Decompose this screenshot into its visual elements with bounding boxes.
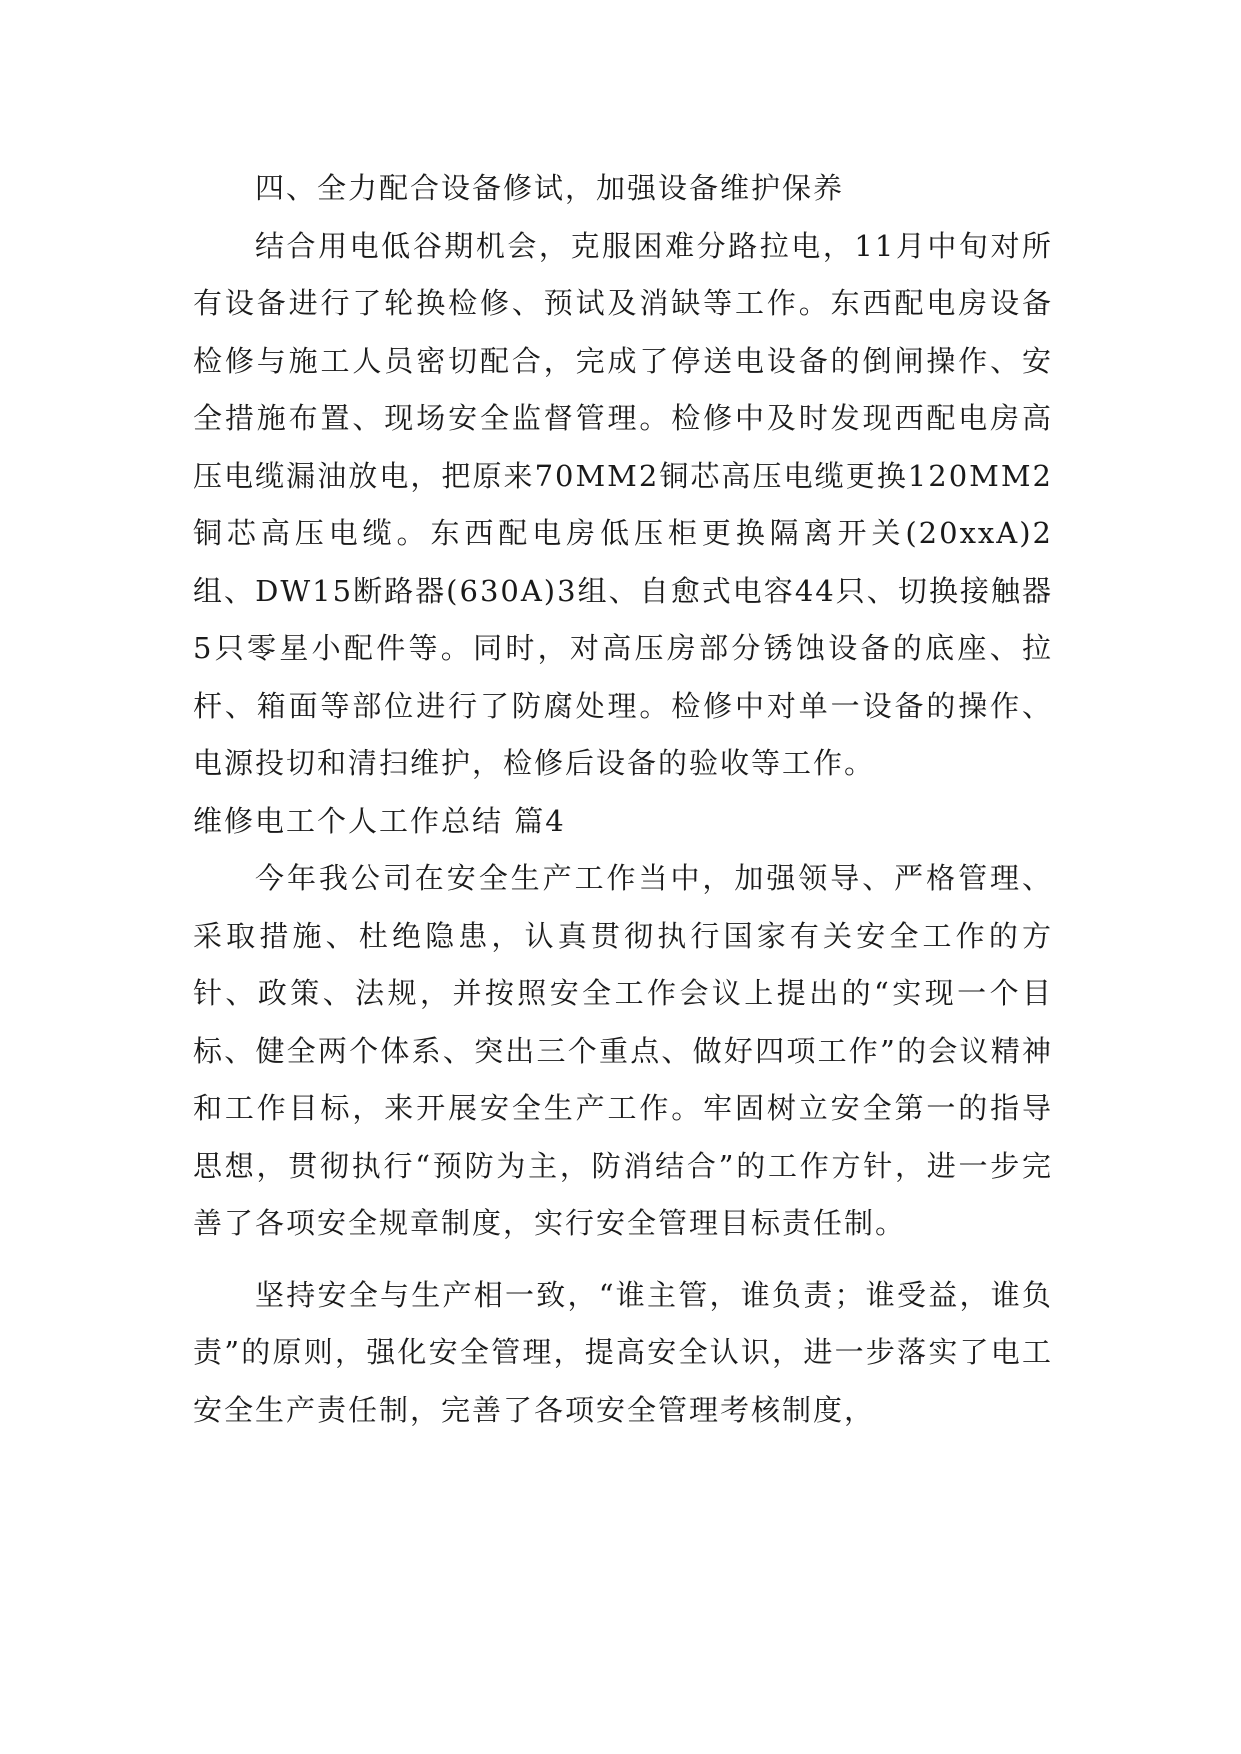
document-body [193,160,1053,1439]
paragraph-responsibility: 坚持安全与生产相一致，“谁主管，谁负责；谁受益，谁负责”的原则，强化安全管理，提高安全认识，进一步落实了电工安全生产责任制，完善了各项安全管理考核制度， [193,1277,1053,1427]
paragraph-equipment-maintenance: 结合用电低谷期机会，克服困难分路拉电，11月中旬对所有设备进行了轮换检修、预试及消缺等工作。东西配电房设备检修与施工人员密切配合，完成了停送电设备的倒闸操作、安全措施布置、现场安全监督管理。检修中及时发现西配电房高压电缆漏油放电，把原来70MM2铜芯高压电缆更换120MM2铜芯高压电缆。东西配电房低压柜更换隔离开关(20xxA)2组、DW15断路器(630A)3组、自愈式电容44只、切换接触器5只零星小配件等。同时，对高压房部分锈蚀设备的底座、拉杆、箱面等部位进行了防腐处理。检修中对单一设备的操作、电源投切和清扫维护，检修后设备的验收等工作。 [193,228,1053,780]
section-title: 维修电工个人工作总结 篇4 [193,803,566,838]
paragraph-safety-intro: 今年我公司在安全生产工作当中，加强领导、严格管理、采取措施、杜绝隐患，认真贯彻执行国家有关安全工作的方针、政策、法规，并按照安全工作会议上提出的“实现一个目标、健全两个体系、突出三个重点、做好四项工作”的会议精神和工作目标，来开展安全生产工作。牢固树立安全第一的指导思想，贯彻执行“预防为主，防消结合”的工作方针，进一步完善了各项安全规章制度，实行安全管理目标责任制。 [193,861,1053,1240]
section-heading-four: 四、全力配合设备修试，加强设备维护保养 [255,171,845,205]
